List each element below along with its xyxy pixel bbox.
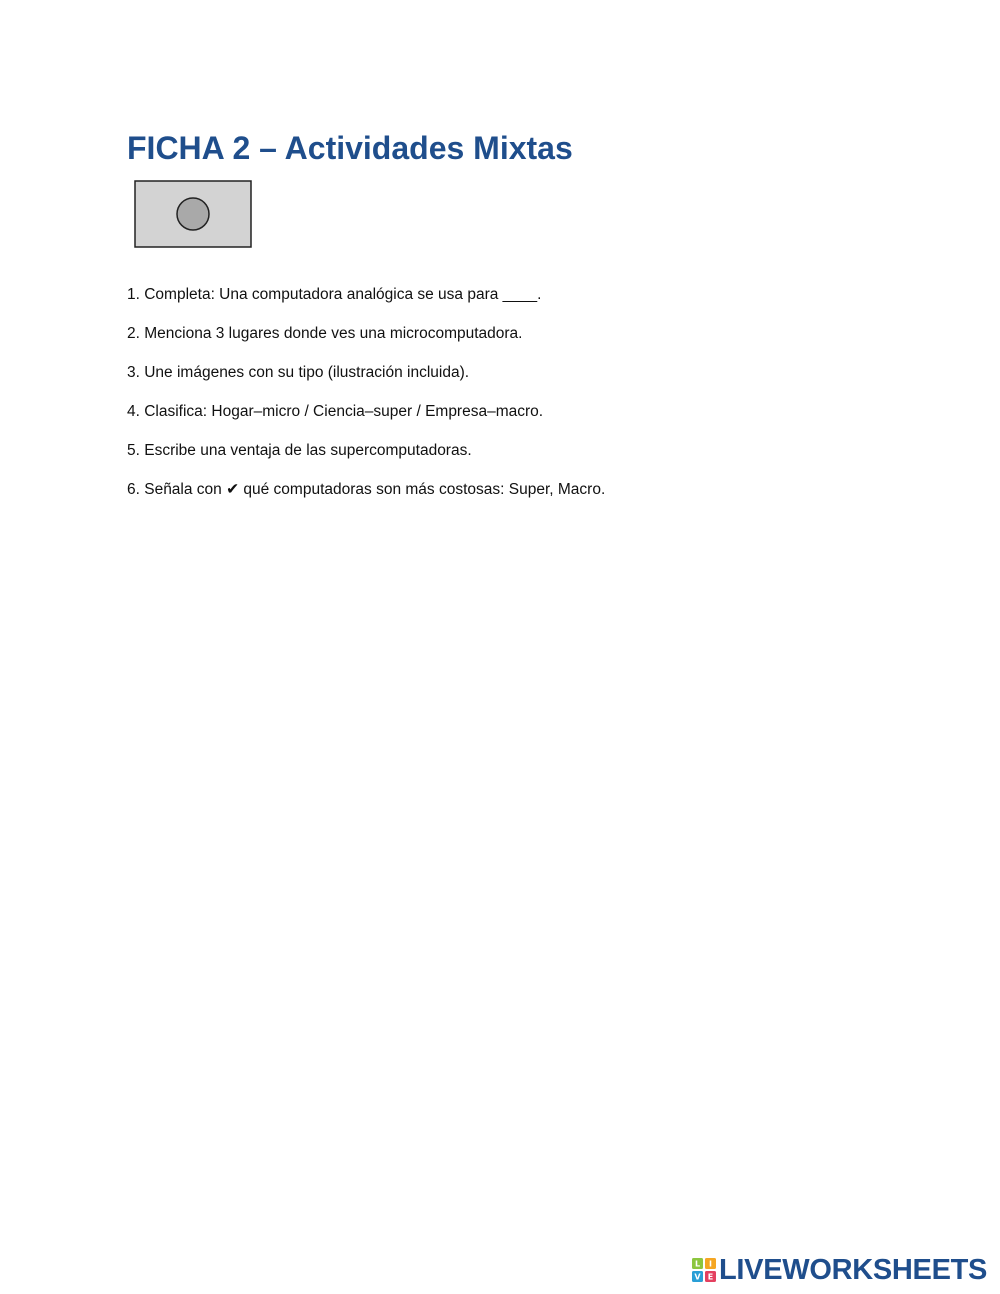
svg-text:V: V [694,1272,701,1282]
activity-item-4: 4. Clasifica: Hogar–micro / Ciencia–super / Empresa–macro. [127,403,544,420]
svg-text:L: L [694,1259,701,1269]
liveworksheets-logo[interactable] [692,1253,987,1287]
page-title: FICHA 2 – Actividades Mixtas [127,130,573,166]
activity-item-5: 5. Escribe una ventaja de las supercomputadoras. [127,442,472,459]
svg-text:I: I [709,1259,712,1269]
computer-illustration-icon [134,180,252,248]
liveworksheets-logo-text: LIVEWORKSHEETS [719,1254,988,1286]
liveworksheets-logo-icon [692,1258,716,1282]
activity-item-1: 1. Completa: Una computadora analógica se usa para ____. [127,286,542,303]
activity-item-2: 2. Menciona 3 lugares donde ves una microcomputadora. [127,325,523,342]
activity-list [127,284,605,518]
svg-text:E: E [707,1272,714,1282]
activity-item-3: 3. Une imágenes con su tipo (ilustración incluida). [127,364,470,381]
illustration-circle [177,198,209,230]
activity-item-6: 6. Señala con ✔ qué computadoras son más costosas: Super, Macro. [127,481,606,498]
